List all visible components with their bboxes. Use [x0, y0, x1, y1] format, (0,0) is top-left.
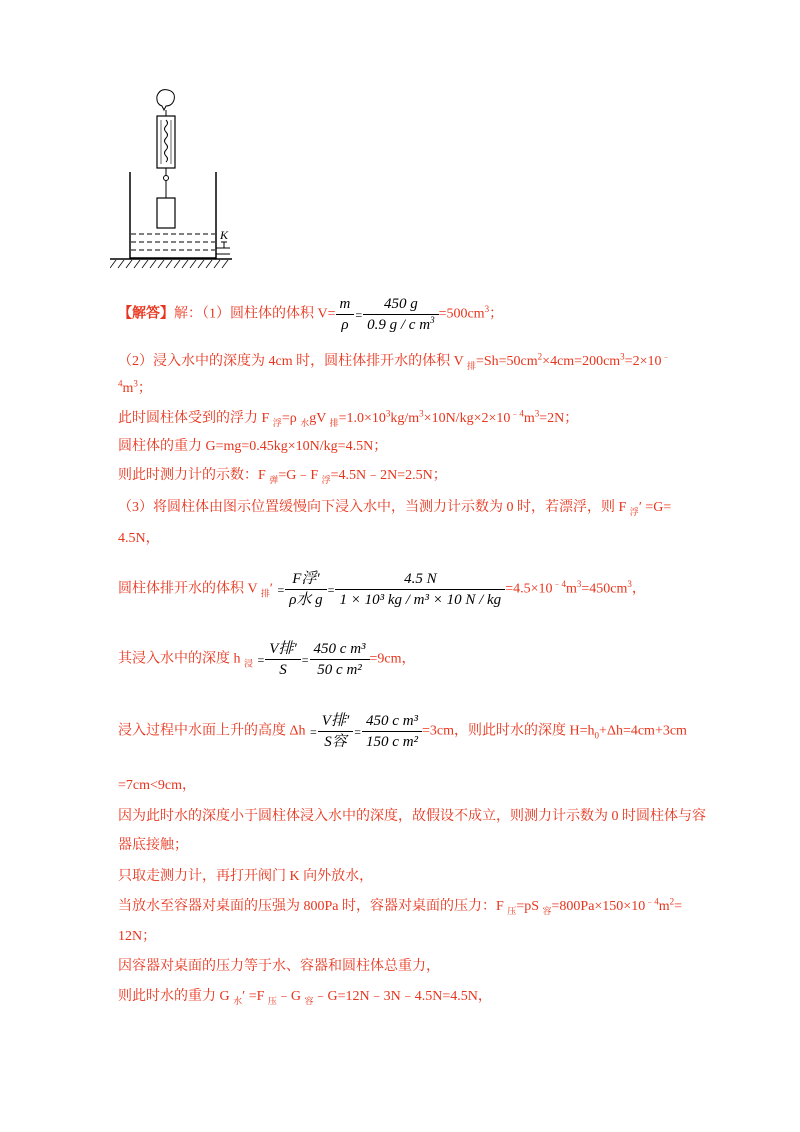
answer-label: 【解答】	[118, 306, 174, 322]
hand-icon	[157, 90, 175, 110]
part1-result: =500cm	[438, 306, 485, 322]
answer-part2: （2）浸入水中的深度为 4cm 时，圆柱体排开水的体积 V $_排=Sh=50cm^2\times 4cm=200cm^3=2\times 10^﹣$	[118, 351, 671, 371]
rise-height-line: 浸入过程中水面上升的高度 Δh = $\frac{\text{V排′}}{\text{S容}}$ = $\frac{\text{450 c m³}}{\text{150 c m²}}$ =3cm，则此时水的深度 $H=h_0+\Delta h=4cm+3cm$	[118, 713, 687, 750]
water-weight-line: 则此时水的重力 G $_水$′ =F $_压$﹣G $_容$﹣G=12N﹣3N﹣4.5N=4.5N，	[118, 989, 492, 1006]
fraction-450-09: $\frac{450 g}{0.9 g / c m^3}$	[363, 295, 438, 334]
fraction-450-50: $\frac{\text{450 c m³}}{\text{50 c m²}}$	[310, 640, 370, 679]
depth-compare-line: =7cm<9cm，	[118, 778, 196, 793]
answer-part3-cont: 4.5N，	[118, 531, 160, 546]
gravity-line: 圆柱体的重力 G=mg=0.45kg×10N/kg=4.5N；	[118, 439, 388, 454]
part1-text: 解：（1）圆柱体的体积 V=	[174, 306, 336, 322]
fraction-v-s: $\frac{\text{V排′}}{S}$	[265, 640, 300, 679]
pressure-line: 当放水至容器对桌面的压强为 800Pa 时，容器对桌面的压力：F $_压$=pS $_容=800Pa\times 150\times 10^{﹣4}m^2=$	[118, 896, 683, 916]
fraction-45-n: $\frac{4.5 N}{\text{1 × 10³ kg / m³ × 10 N / kg}}$	[335, 570, 505, 609]
fraction-m-rho: $\frac{m}{\rho}$	[336, 295, 355, 334]
valve-label: K	[220, 228, 229, 242]
buoyancy-line: 此时圆柱体受到的浮力 F $_浮$=ρ $_水$gV $_排=1.0\times 10^3kg/m^3\times 10N/kg\times 2\times 10^{﹣4}m^3=2N$；	[118, 408, 579, 428]
conclusion-line: 因为此时水的深度小于圆柱体浸入水中的深度，故假设不成立，则测力计示数为 0 时圆柱体与容	[118, 809, 706, 824]
answer-part2-cont: $^4m^3$；	[118, 378, 152, 396]
displaced-volume-line: 圆柱体排开水的体积 V $_排$′ = $\frac{\text{F浮′}}{\text{ρ水 g}}$ = $\frac{4.5 N}{\text{1 × 10³ kg / m³ × 10 N / kg}}$ $=4.5\times 10^{﹣4}m^3=450cm^3$，	[118, 571, 646, 608]
spring-scale	[157, 116, 175, 168]
answer-part3: （3）将圆柱体由图示位置缓慢向下浸入水中，当测力计示数为 0 时，若漂浮，则 F $_浮$′ =G=	[118, 500, 672, 517]
answer-part1: 【解答】解：（1）圆柱体的体积 V= $\frac{m}{\rho}$ = $\frac{450 g}{0.9 g / c m^3}$ $=500cm^3$；	[118, 296, 504, 333]
fraction-f-rho-g: $\frac{\text{F浮′}}{\text{ρ水 g}}$	[285, 570, 326, 609]
fraction-v-s-container: $\frac{\text{V排′}}{\text{S容}}$	[318, 712, 353, 751]
fraction-450-150: $\frac{\text{450 c m³}}{\text{150 c m²}}$	[362, 712, 422, 751]
conclusion-line-cont: 器底接触；	[118, 838, 188, 853]
immersion-depth-line: 其浸入水中的深度 h $_浸$ = $\frac{\text{V排′}}{S}$ = $\frac{\text{450 c m³}}{\text{50 c m²}}$ =9cm，	[118, 641, 416, 678]
pressure-line-cont: 12N；	[118, 929, 157, 944]
experiment-figure	[110, 88, 240, 288]
total-weight-line: 因容器对桌面的压力等于水、容器和圆柱体总重力，	[118, 959, 440, 974]
scale-reading-line: 则此时测力计的示数：F $_弹$=G﹣F $_浮$=4.5N﹣2N=2.5N；	[118, 468, 447, 485]
cylinder	[157, 198, 175, 228]
remove-scale-line: 只取走测力计，再打开阀门 K 向外放水，	[118, 869, 374, 884]
